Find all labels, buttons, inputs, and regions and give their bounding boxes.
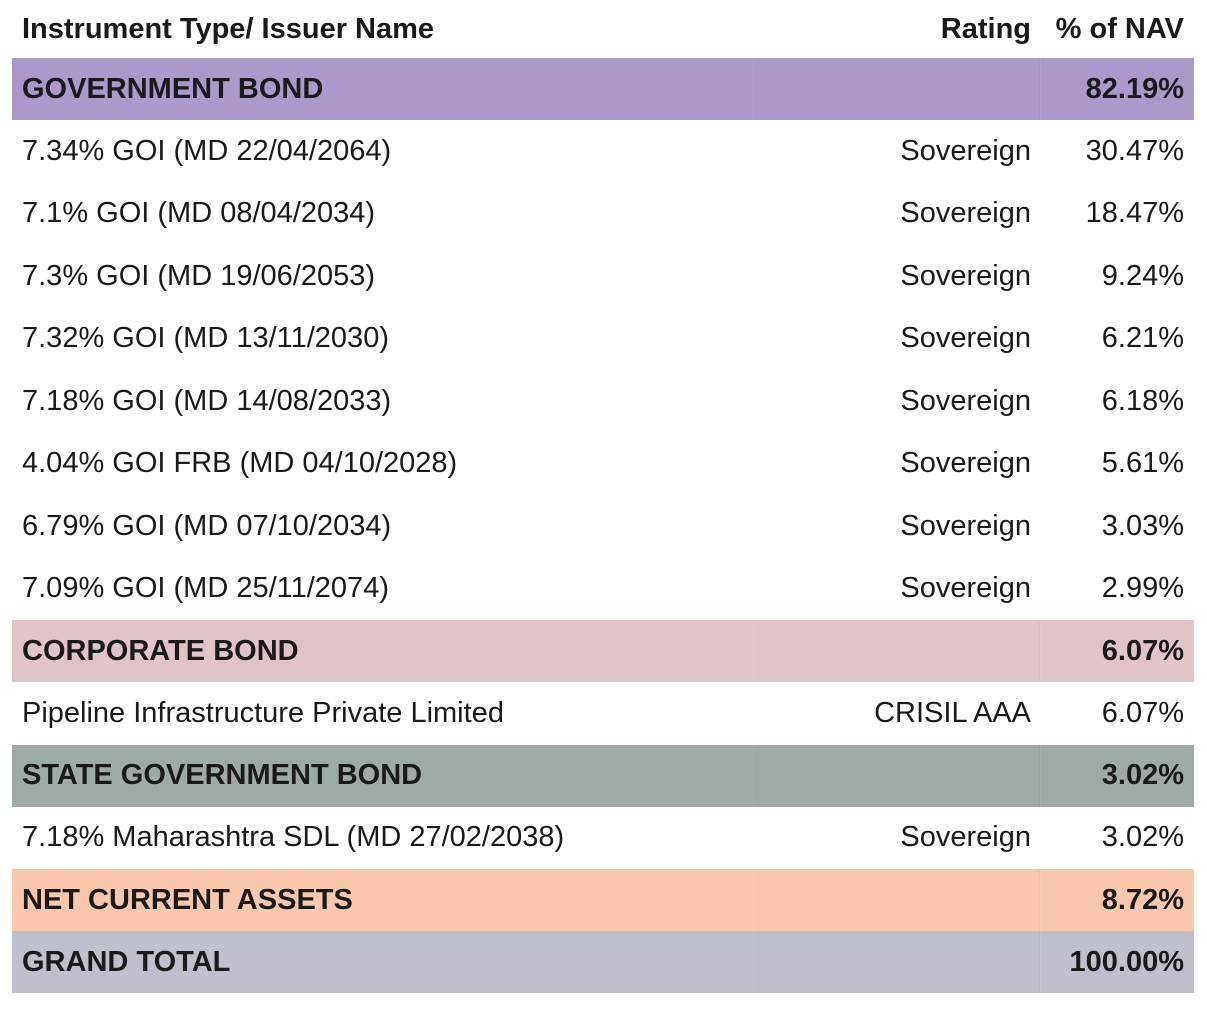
category-rating xyxy=(753,745,1040,807)
rating-value: Sovereign xyxy=(900,134,1031,167)
nav-value: 6.21% xyxy=(1101,322,1184,355)
grand-total-rating xyxy=(753,931,1040,993)
rating-value: Sovereign xyxy=(900,259,1031,292)
category-row-corporate-bond xyxy=(12,620,1194,682)
nav-value: 30.47% xyxy=(1085,134,1184,167)
table-row xyxy=(12,308,1194,371)
category-total: 6.07% xyxy=(1040,620,1194,682)
instrument-name: 7.18% GOI (MD 14/08/2033) xyxy=(22,384,392,417)
instrument-name: Pipeline Infrastructure Private Limited xyxy=(22,696,504,729)
net-current-assets-rating xyxy=(753,869,1040,931)
net-current-assets-value: 8.72% xyxy=(1040,869,1194,931)
instrument-name: 4.04% GOI FRB (MD 04/10/2028) xyxy=(22,447,458,480)
table-row xyxy=(12,245,1194,308)
nav-value: 2.99% xyxy=(1101,572,1184,605)
grand-total-value: 100.00% xyxy=(1040,931,1194,993)
rating-value: Sovereign xyxy=(900,322,1031,355)
instrument-name: 6.79% GOI (MD 07/10/2034) xyxy=(22,509,392,542)
instrument-name: 7.34% GOI (MD 22/04/2064) xyxy=(22,134,392,167)
table-row xyxy=(12,433,1194,496)
rating-value: Sovereign xyxy=(900,384,1031,417)
category-row-state-government-bond xyxy=(12,745,1194,807)
nav-header: % of NAV xyxy=(1055,12,1184,45)
rating-value: Sovereign xyxy=(900,572,1031,605)
instrument-name: 7.09% GOI (MD 25/11/2074) xyxy=(22,572,389,605)
table-row xyxy=(12,558,1194,621)
category-total: 3.02% xyxy=(1040,745,1194,807)
category-total: 82.19% xyxy=(1040,58,1194,120)
holdings-table xyxy=(12,0,1194,993)
rating-value: Sovereign xyxy=(900,197,1031,230)
rating-value: Sovereign xyxy=(900,509,1031,542)
instrument-name: 7.3% GOI (MD 19/06/2053) xyxy=(22,259,375,292)
table-row xyxy=(12,495,1194,558)
nav-value: 3.03% xyxy=(1101,509,1184,542)
category-label: GOVERNMENT BOND xyxy=(22,72,324,105)
nav-value: 3.02% xyxy=(1101,821,1184,854)
nav-value: 5.61% xyxy=(1101,447,1184,480)
rating-value: CRISIL AAA xyxy=(874,696,1031,729)
category-label: STATE GOVERNMENT BOND xyxy=(22,759,423,791)
category-row-government-bond xyxy=(12,58,1194,120)
nav-value: 18.47% xyxy=(1085,197,1184,230)
nav-value: 9.24% xyxy=(1101,259,1184,292)
table-row xyxy=(12,370,1194,433)
instrument-name: 7.32% GOI (MD 13/11/2030) xyxy=(22,322,389,355)
grand-total-label: GRAND TOTAL xyxy=(22,945,231,978)
rating-value: Sovereign xyxy=(900,447,1031,480)
table-row xyxy=(12,120,1194,183)
category-rating xyxy=(753,58,1040,120)
instrument-header: Instrument Type/ Issuer Name xyxy=(22,12,435,45)
table-header xyxy=(12,0,1194,58)
net-current-assets-label: NET CURRENT ASSETS xyxy=(22,883,353,916)
instrument-name: 7.18% Maharashtra SDL (MD 27/02/2038) xyxy=(22,821,565,854)
net-current-assets-row xyxy=(12,869,1194,931)
table-row xyxy=(12,807,1194,870)
table-row xyxy=(12,183,1194,246)
nav-value: 6.07% xyxy=(1101,696,1184,729)
instrument-name: 7.1% GOI (MD 08/04/2034) xyxy=(22,197,375,230)
table-row xyxy=(12,682,1194,745)
grand-total-row xyxy=(12,931,1194,993)
rating-header: Rating xyxy=(940,12,1031,45)
category-label: CORPORATE BOND xyxy=(22,634,299,667)
rating-value: Sovereign xyxy=(900,821,1031,854)
category-rating xyxy=(753,620,1040,682)
nav-value: 6.18% xyxy=(1101,384,1184,417)
